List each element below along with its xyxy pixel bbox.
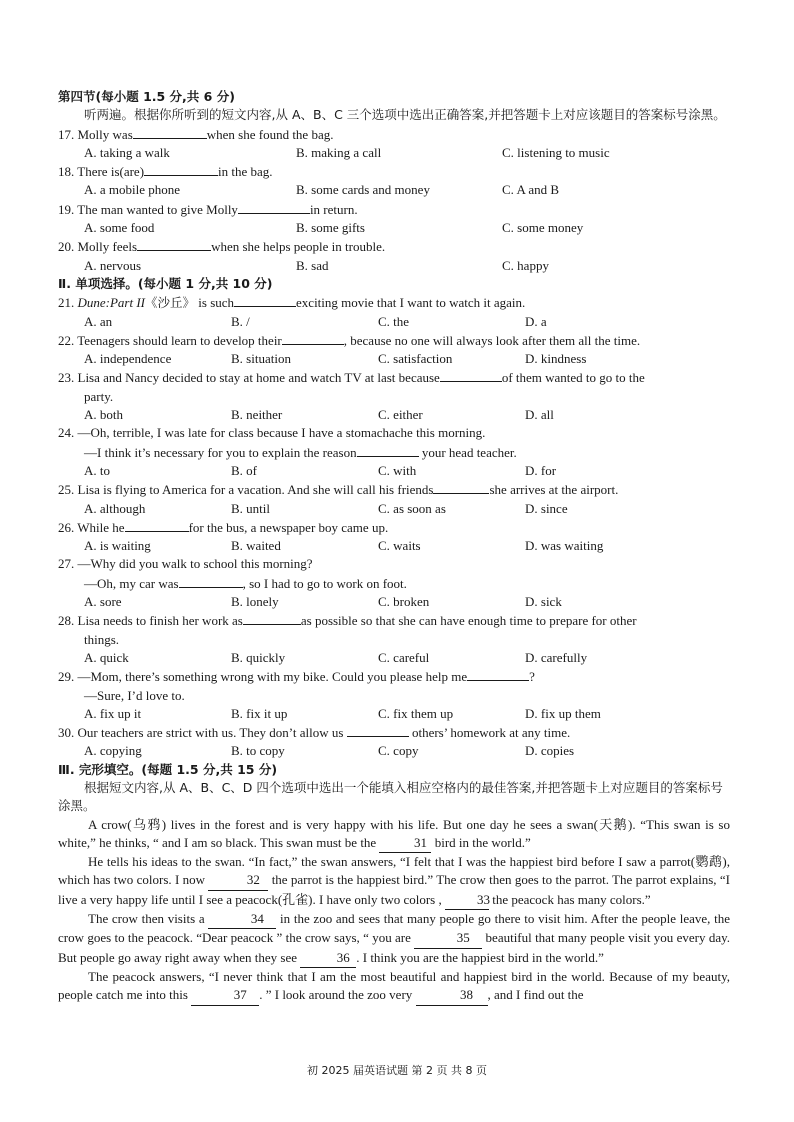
answer-blank xyxy=(347,723,409,737)
question-text: is such xyxy=(198,295,235,311)
option-c: C. fix them up xyxy=(378,705,454,721)
question-text: Lisa is flying to America for a vacation. And she will call his friends xyxy=(77,482,434,498)
question-text: —I think it’s necessary for you to explain the reason xyxy=(84,444,357,460)
option-b: B. lonely xyxy=(231,594,279,610)
option-a: A. some food xyxy=(84,220,155,236)
answer-blank xyxy=(137,237,211,251)
passage-text: beautiful that many people visit you every day. But people go away right away when they see xyxy=(58,930,730,965)
cloze-blank-38: 38 xyxy=(416,986,488,1005)
question-29 xyxy=(58,667,730,686)
question-text: There is(are) xyxy=(77,164,145,180)
question-text: for the bus, a newspaper boy came up. xyxy=(188,519,389,535)
option-b: B. some cards and money xyxy=(296,182,430,198)
option-d: D. all xyxy=(525,407,554,423)
option-c: C. either xyxy=(378,407,423,423)
question-text: of them wanted to go to the xyxy=(501,370,645,386)
question-text: Molly feels xyxy=(77,239,138,255)
question-number: 22. xyxy=(58,332,75,348)
question-number: 19. xyxy=(58,201,75,217)
option-c: C. as soon as xyxy=(378,500,446,516)
option-a: A. fix up it xyxy=(84,705,142,721)
question-text: —Why did you walk to school this morning? xyxy=(77,556,313,572)
question-text: she arrives at the airport. xyxy=(489,482,619,498)
page-footer: 初 2025 届英语试题 第 2 页 共 8 页 xyxy=(307,1064,487,1077)
question-text: The man wanted to give Molly xyxy=(77,201,238,217)
cloze-paragraph-1 xyxy=(58,816,730,854)
question-26 xyxy=(58,518,730,537)
option-a: A. to xyxy=(84,462,110,478)
answer-blank xyxy=(238,200,310,214)
question-text: —Mom, there’s something wrong with my bike. Could you please help me xyxy=(77,669,468,685)
question-29-line2: —Sure, I’d love to. xyxy=(84,687,185,703)
option-a: A. although xyxy=(84,500,146,516)
option-d: D. since xyxy=(525,500,568,516)
answer-blank xyxy=(467,667,529,681)
question-28 xyxy=(58,611,730,630)
part3-instruction: 根据短文内容,从 A、B、C、D 四个选项中选出一个能填入相应空格内的最佳答案,并把答题卡上对应题目的答案标号涂黑。 xyxy=(58,779,723,814)
options-21 xyxy=(58,313,730,331)
answer-blank xyxy=(440,368,502,382)
question-number: 20. xyxy=(58,239,75,255)
cloze-paragraph-2 xyxy=(58,853,730,910)
question-number: 24. xyxy=(58,425,75,441)
cloze-blank-34: 34 xyxy=(208,910,276,929)
question-text: While he xyxy=(77,519,125,535)
option-c: C. some money xyxy=(502,220,584,236)
question-text: , so I had to go to work on foot. xyxy=(242,575,407,591)
passage-text: the parrot is the happiest bird.” The crow then goes to the parrot. The parrot explains, “I live a very happy life until I see a peacock(孔雀). I have only two colors , xyxy=(58,872,730,907)
question-27 xyxy=(58,555,730,573)
cloze-paragraph-4 xyxy=(58,968,730,1006)
movie-title-zh: 《沙丘》 xyxy=(145,295,196,311)
cloze-blank-31: 31 xyxy=(379,834,431,853)
option-b: B. until xyxy=(231,500,271,516)
question-text: , because no one will always look after them all the time. xyxy=(343,332,641,348)
question-text: exciting movie that I want to watch it again. xyxy=(296,295,526,311)
option-c: C. broken xyxy=(378,594,430,610)
question-text: Lisa and Nancy decided to stay at home and watch TV at last because xyxy=(77,370,440,386)
passage-text: . I think you are the happiest bird in the world.” xyxy=(356,949,604,965)
question-number: 30. xyxy=(58,725,75,741)
passage-text: bird in the world.” xyxy=(431,834,531,850)
passage-text: the peacock has many colors.” xyxy=(488,891,651,907)
question-number: 21. xyxy=(58,295,75,311)
question-text: Molly was xyxy=(77,126,133,142)
question-22 xyxy=(58,331,730,350)
option-a: A. quick xyxy=(84,649,129,665)
answer-blank xyxy=(179,574,243,588)
question-text: ? xyxy=(529,669,535,685)
option-b: B. to copy xyxy=(231,743,285,759)
option-a: A. both xyxy=(84,407,123,423)
option-a: A. sore xyxy=(84,594,122,610)
answer-blank xyxy=(144,162,218,176)
question-23-continued: party. xyxy=(84,388,114,404)
section4-heading: 第四节(每小题 1.5 分,共 6 分) xyxy=(58,89,235,104)
options-23 xyxy=(58,406,730,424)
part3-heading: Ⅲ. 完形填空。(每题 1.5 分,共 15 分) xyxy=(58,761,278,777)
option-b: B. fix it up xyxy=(231,705,288,721)
question-28-continued: things. xyxy=(84,631,120,647)
option-d: D. was waiting xyxy=(525,538,604,554)
options-29 xyxy=(58,705,730,723)
options-17 xyxy=(58,144,730,162)
question-text: —Oh, terrible, I was late for class because I have a stomachache this morning. xyxy=(77,425,486,441)
option-c: C. copy xyxy=(378,743,419,759)
answer-blank xyxy=(243,611,301,625)
cloze-blank-33: 33 xyxy=(445,891,489,910)
question-number: 29. xyxy=(58,669,75,685)
part2-heading: Ⅱ. 单项选择。(每小题 1 分,共 10 分) xyxy=(58,275,273,291)
question-30 xyxy=(58,723,730,742)
passage-text: A crow(乌鸦) lives in the forest and is very happy with his life. But one day he sees a swan(天鹅). “This swan is so white,” he thinks, “ and I am so black. This swan must be the xyxy=(58,816,730,850)
answer-blank xyxy=(125,518,189,532)
question-text: in return. xyxy=(309,201,358,217)
cloze-paragraph-3 xyxy=(58,910,730,968)
options-26 xyxy=(58,537,730,555)
option-b: B. making a call xyxy=(296,144,382,160)
question-text: in the bag. xyxy=(218,164,273,180)
question-text: Teenagers should learn to develop their xyxy=(77,332,282,348)
option-a: A. independence xyxy=(84,351,172,367)
option-b: B. sad xyxy=(296,257,329,273)
passage-text: , and I find out the xyxy=(487,987,584,1003)
options-22 xyxy=(58,350,730,368)
question-number: 27. xyxy=(58,556,75,572)
question-24-line2 xyxy=(58,443,730,462)
question-number: 17. xyxy=(58,126,75,142)
option-d: D. fix up them xyxy=(525,705,601,721)
question-17 xyxy=(58,125,730,144)
answer-blank xyxy=(234,293,296,307)
question-number: 18. xyxy=(58,164,75,180)
passage-text: The crow then visits a xyxy=(88,911,209,927)
options-24 xyxy=(58,462,730,480)
question-text: Our teachers are strict with us. They don’t allow us xyxy=(77,725,344,741)
cloze-blank-35: 35 xyxy=(414,929,482,948)
options-20 xyxy=(58,257,730,275)
question-18 xyxy=(58,162,730,181)
option-b: B. waited xyxy=(231,538,281,554)
question-text: as possible so that she can have enough time to prepare for other xyxy=(300,613,637,629)
option-d: D. for xyxy=(525,462,557,478)
answer-blank xyxy=(282,331,344,345)
passage-text: . ” I look around the zoo very xyxy=(259,987,416,1003)
options-25 xyxy=(58,500,730,518)
question-number: 23. xyxy=(58,370,75,386)
question-25 xyxy=(58,480,730,499)
question-text: —Oh, my car was xyxy=(84,575,179,591)
question-text: when she helps people in trouble. xyxy=(211,239,386,255)
movie-title: Dune:Part II xyxy=(77,295,146,311)
option-c: C. the xyxy=(378,313,410,329)
option-d: D. a xyxy=(525,313,547,329)
option-a: A. taking a walk xyxy=(84,144,170,160)
option-c: C. with xyxy=(378,462,417,478)
options-18 xyxy=(58,181,730,199)
option-b: B. / xyxy=(231,313,250,329)
option-a: A. an xyxy=(84,313,113,329)
question-text: others’ homework at any time. xyxy=(411,725,571,741)
cloze-blank-32: 32 xyxy=(208,871,268,890)
option-c: C. waits xyxy=(378,538,421,554)
option-a: A. copying xyxy=(84,743,142,759)
cloze-blank-36: 36 xyxy=(300,949,356,968)
question-20 xyxy=(58,237,730,256)
question-23 xyxy=(58,368,730,387)
option-d: D. sick xyxy=(525,594,562,610)
option-b: B. of xyxy=(231,462,257,478)
question-21 xyxy=(58,293,730,312)
option-d: D. copies xyxy=(525,743,575,759)
section4-instruction: 听两遍。根据你所听到的短文内容,从 A、B、C 三个选项中选出正确答案,并把答题卡上对应该题目的答案标号涂黑。 xyxy=(84,107,726,123)
answer-blank xyxy=(357,443,419,457)
option-c: C. satisfaction xyxy=(378,351,453,367)
question-text: your head teacher. xyxy=(421,444,517,460)
option-c: C. A and B xyxy=(502,182,560,198)
option-c: C. careful xyxy=(378,649,430,665)
answer-blank xyxy=(433,480,489,494)
option-c: C. happy xyxy=(502,257,549,273)
exam-content xyxy=(58,88,730,1006)
option-b: B. neither xyxy=(231,407,283,423)
question-number: 28. xyxy=(58,613,75,629)
option-b: B. quickly xyxy=(231,649,286,665)
option-d: D. carefully xyxy=(525,649,588,665)
option-a: A. is waiting xyxy=(84,538,151,554)
question-text: when she found the bag. xyxy=(206,126,334,142)
passage-text: The peacock answers, “I never think that I am the most beautiful and happiest bird in the world. Because of my beauty, people catch me into this xyxy=(58,968,730,1003)
cloze-blank-37: 37 xyxy=(191,986,259,1005)
question-24 xyxy=(58,424,730,442)
options-27 xyxy=(58,593,730,611)
option-b: B. some gifts xyxy=(296,220,365,236)
passage-text: in the zoo and sees that many people go there to visit him. After the people leave, the crow goes to the peacock. “Dear peacock ” the crow says, “ you are xyxy=(58,911,730,946)
options-28 xyxy=(58,649,730,667)
question-number: 26. xyxy=(58,519,75,535)
question-27-line2 xyxy=(58,574,730,593)
options-19 xyxy=(58,219,730,237)
option-d: D. kindness xyxy=(525,351,587,367)
question-number: 25. xyxy=(58,482,75,498)
option-c: C. listening to music xyxy=(502,144,610,160)
answer-blank xyxy=(133,125,207,139)
question-text: Lisa needs to finish her work as xyxy=(77,613,243,629)
question-19 xyxy=(58,200,730,219)
options-30 xyxy=(58,742,730,760)
passage-text: He tells his ideas to the swan. “In fact,” the swan answers, “I felt that I was the happiest bird before I saw a parrot(鹦鹉), which has two colors. I now xyxy=(58,854,730,888)
option-b: B. situation xyxy=(231,351,291,367)
option-a: A. nervous xyxy=(84,257,142,273)
option-a: A. a mobile phone xyxy=(84,182,181,198)
